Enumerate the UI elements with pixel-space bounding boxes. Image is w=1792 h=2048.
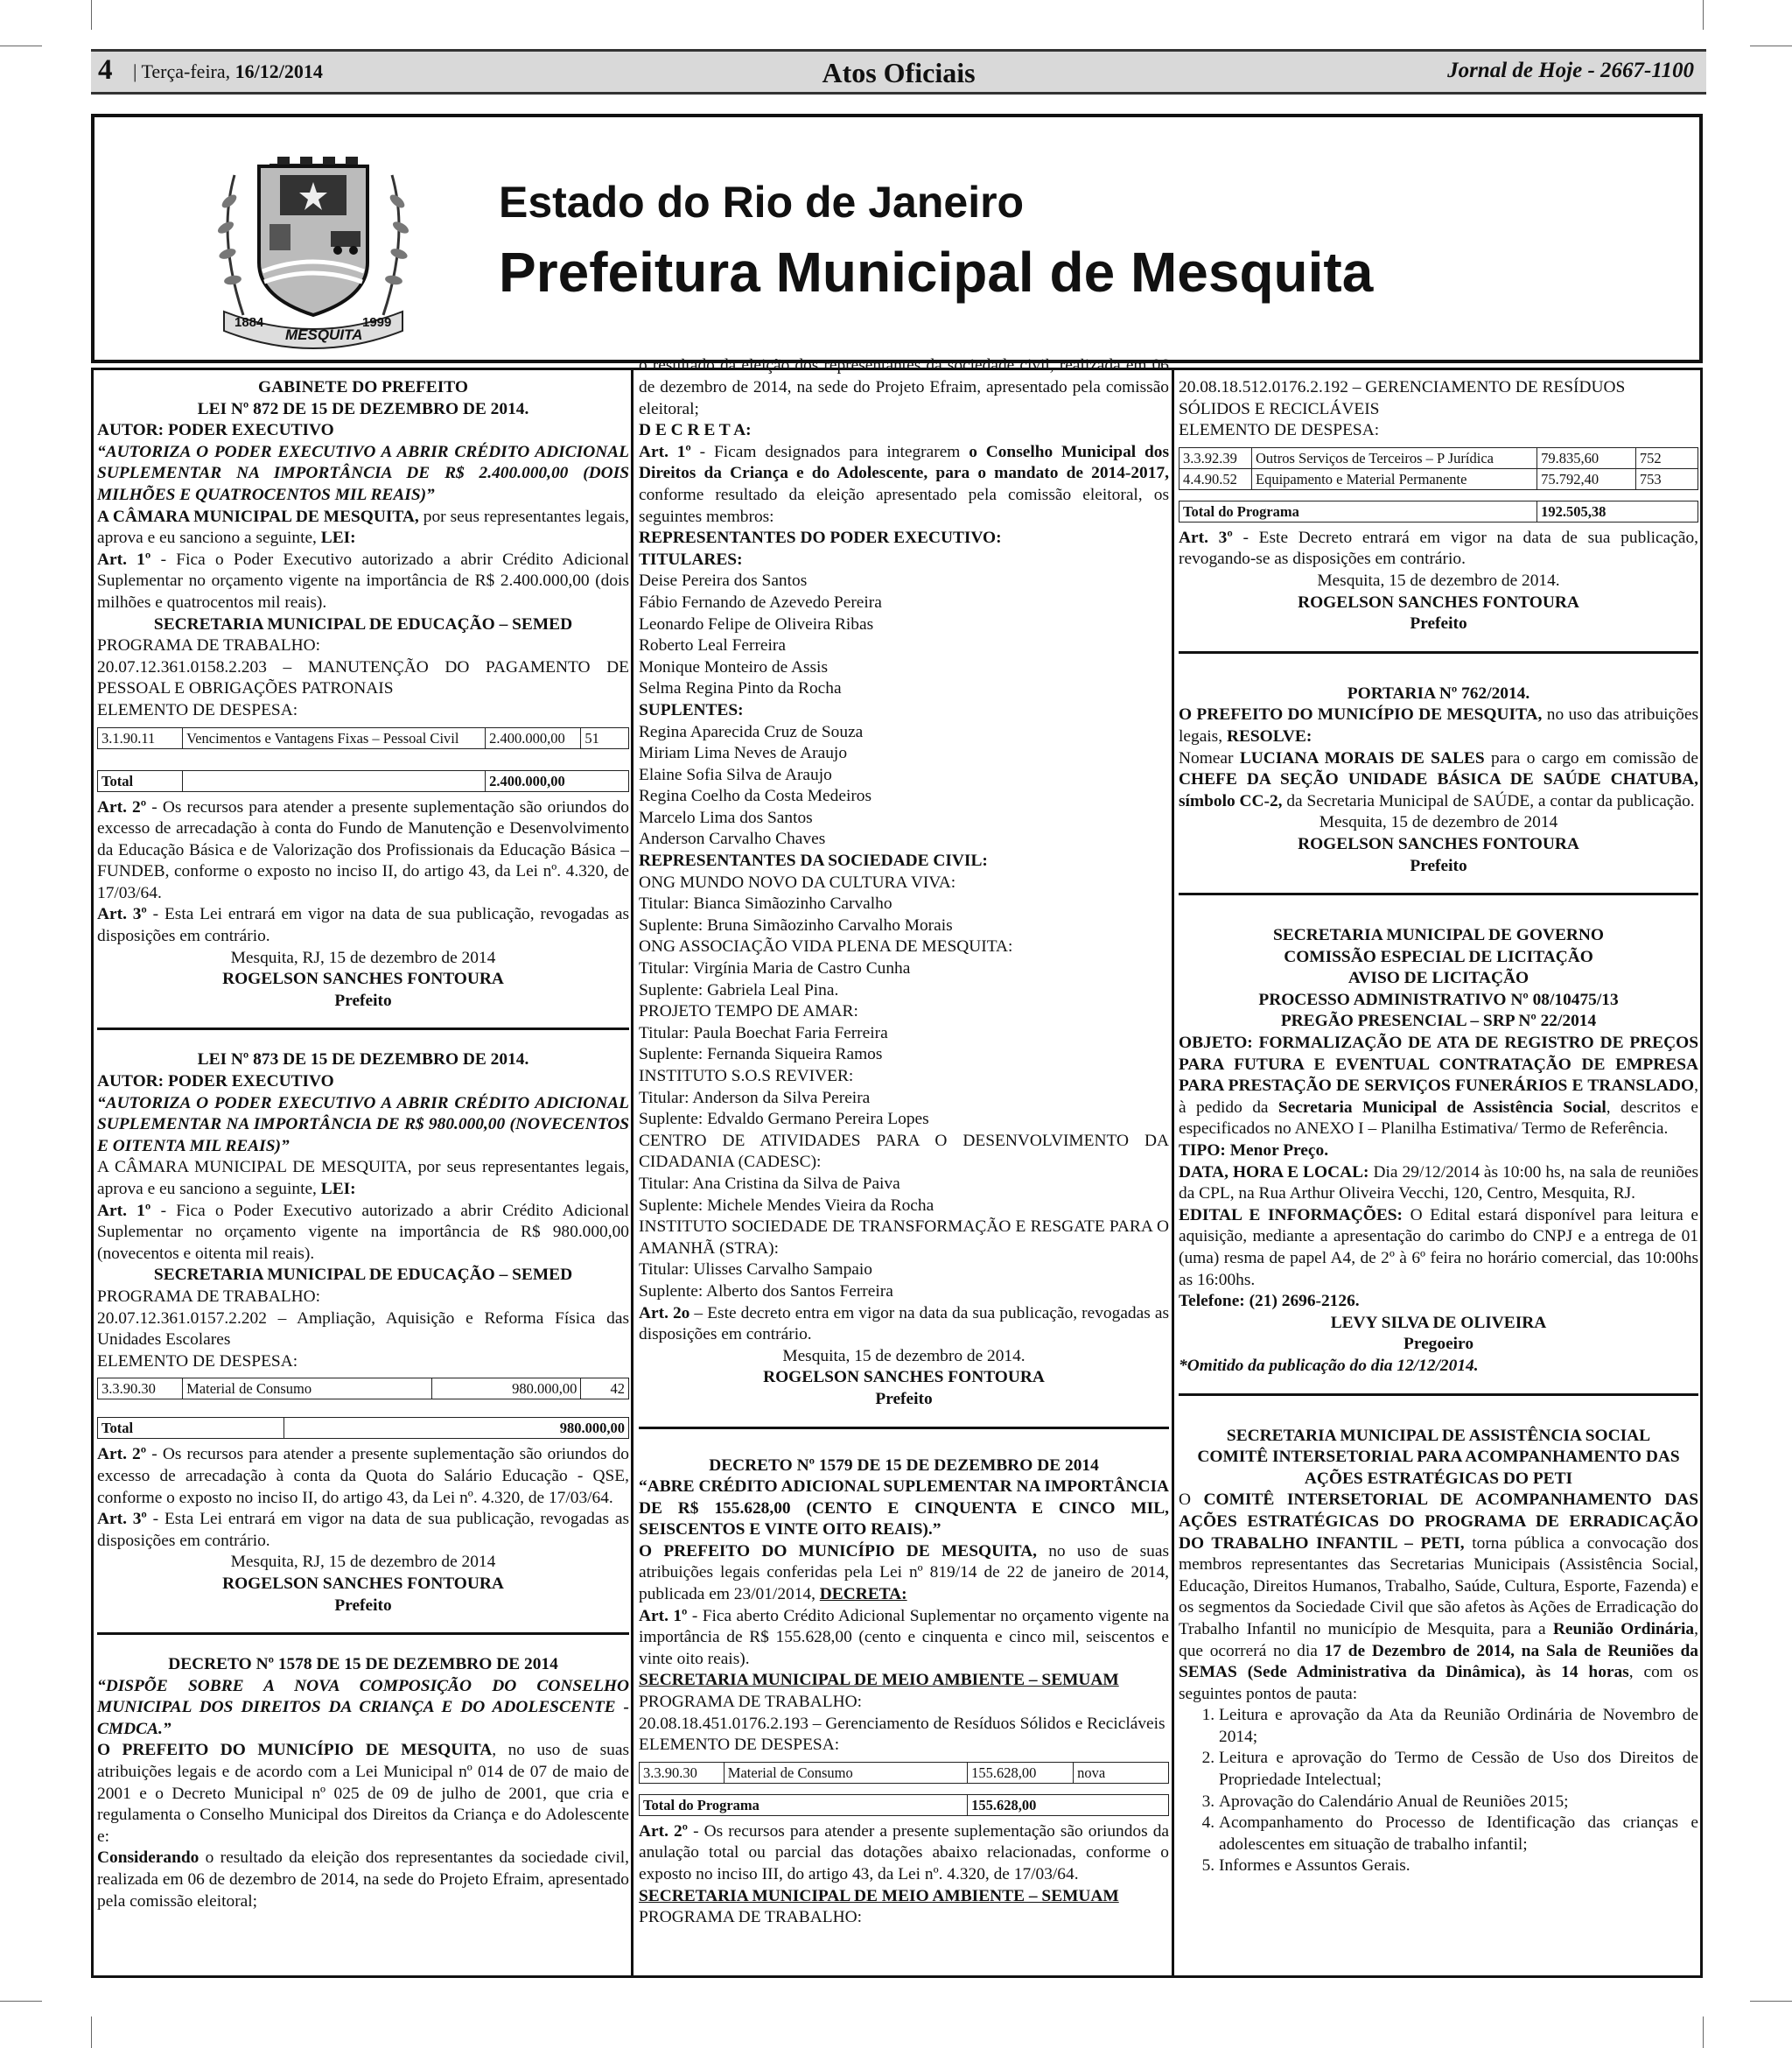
notice-data: DATA, HORA E LOCAL: Dia 29/12/2014 às 10:00 hs, na sala de reuniões da CPL, na Rua Arthur Oliveira Vecchi, 120, Centro, Mesquita, RJ. bbox=[1179, 1162, 1698, 1203]
section-title: Atos Oficiais bbox=[822, 57, 976, 88]
list-item: Titular: Bianca Simãozinho Carvalho bbox=[639, 894, 892, 914]
column-rule bbox=[1172, 370, 1174, 1975]
crop-mark bbox=[91, 0, 92, 30]
signer-name: ROGELSON SANCHES FONTOURA bbox=[222, 1574, 504, 1593]
notice-heading: COMITÊ INTERSETORIAL PARA ACOMPANHAMENTO DAS AÇÕES ESTRATÉGICAS DO PETI bbox=[1197, 1448, 1680, 1488]
elemento-label: ELEMENTO DE DESPESA: bbox=[97, 1351, 298, 1371]
act-considerando: Considerando o resultado da eleição dos representantes da sociedade civil, realizada em 06 de dezembro de 2014, na sede do Projeto Efraim, apresentado pela comissão eleitoral; bbox=[97, 1848, 629, 1911]
act-article: Art. 1º - Fica o Poder Executivo autorizado a abrir Crédito Adicional Suplementar no orçamento vigente na importância de R$ 2.400.000,00 (dois milhões e quatrocentos mil reais). bbox=[97, 550, 630, 612]
act-article: Art. 3º - Esta Lei entrará em vigor na data de sua publicação, revogadas as disposições em contrário. bbox=[97, 905, 629, 946]
notice-heading: COMISSÃO ESPECIAL DE LICITAÇÃO bbox=[1284, 947, 1593, 966]
list-item: Deise Pereira dos Santos bbox=[639, 572, 808, 591]
page-number: 4 bbox=[98, 54, 113, 86]
secretaria-heading: SECRETARIA MUNICIPAL DE EDUCAÇÃO – SEMED bbox=[153, 614, 573, 634]
signer-role: Prefeito bbox=[334, 991, 392, 1010]
list-item: Regina Coelho da Costa Medeiros bbox=[639, 787, 872, 806]
signer-name: LEVY SILVA DE OLIVEIRA bbox=[1330, 1313, 1547, 1332]
table-row: Total 980.000,00 bbox=[98, 1418, 629, 1439]
notice-heading: AVISO DE LICITAÇÃO bbox=[1348, 969, 1530, 988]
elemento-label: ELEMENTO DE DESPESA: bbox=[1179, 421, 1380, 440]
list-item: 3. Aprovação do Calendário Anual de Reuniões 2015; bbox=[1219, 1792, 1698, 1813]
total-table bbox=[97, 1417, 629, 1439]
notice-heading: PROCESSO ADMINISTRATIVO Nº 08/10475/13 bbox=[1258, 990, 1619, 1009]
members-subheading: SUPLENTES: bbox=[639, 700, 744, 719]
programa-label: PROGRAMA DE TRABALHO: bbox=[97, 636, 320, 656]
list-item: Titular: Anderson da Silva Pereira bbox=[639, 1088, 871, 1107]
list-item: INSTITUTO SOCIEDADE DE TRANSFORMAÇÃO E RESGATE PARA O AMANHÃ (STRA): bbox=[639, 1217, 1169, 1258]
budget-table bbox=[1179, 447, 1698, 490]
crop-mark bbox=[1703, 2016, 1704, 2048]
programa-label: PROGRAMA DE TRABALHO: bbox=[639, 1908, 862, 1927]
programa-text: 20.08.18.451.0176.2.193 – Gerenciamento de Resíduos Sólidos e Recicláveis bbox=[639, 1714, 1166, 1733]
budget-table bbox=[97, 1378, 629, 1399]
act-article: Art. 2º - Os recursos para atender a presente suplementação são oriundos do excesso de arrecadação à conta do Fundo de Manutenção e Desenvolvimento da Educação Básica e de Valorização dos Profissionais da Educação Básica – FUNDEB, conforme o exposto no inciso II, do artigo 43, da Lei nº. 4.320, de 17/03/64. bbox=[97, 797, 629, 902]
column-3 bbox=[1179, 377, 1698, 1967]
crop-mark bbox=[1750, 2001, 1792, 2002]
acts-columns bbox=[91, 356, 1703, 1978]
elemento-label: ELEMENTO DE DESPESA: bbox=[639, 1736, 840, 1755]
column-rule bbox=[631, 370, 634, 1975]
notice-edital: EDITAL E INFORMAÇÕES: O Edital estará disponível para leitura e aquisição, mediante a apresentação do carimbo do CNPJ e a entrega de 01 (uma) resma de papel A4, de 2º à 6º feira no horário comercial, das 10:00hs as 16:00hs. bbox=[1179, 1205, 1698, 1289]
signer-name: ROGELSON SANCHES FONTOURA bbox=[1298, 593, 1579, 612]
table-row: 3.3.92.39 Outros Serviços de Terceiros – P Jurídica 79.835,60 752 bbox=[1180, 447, 1698, 468]
act-article: Art. 3º - Este Decreto entrará em vigor na data de sua publicação, revogando-se as disposições em contrário. bbox=[1179, 528, 1699, 569]
members-heading: REPRESENTANTES DO PODER EXECUTIVO: bbox=[639, 529, 1002, 548]
agenda-list bbox=[1179, 1705, 1698, 1877]
secretaria-heading: SECRETARIA MUNICIPAL DE EDUCAÇÃO – SEMED bbox=[153, 1266, 573, 1285]
notice-telefone: Telefone: (21) 2696-2126. bbox=[1179, 1292, 1360, 1311]
signer-role: Prefeito bbox=[334, 1596, 392, 1615]
signer-name: ROGELSON SANCHES FONTOURA bbox=[222, 970, 504, 989]
act-title: LEI Nº 873 DE 15 DE DEZEMBRO DE 2014. bbox=[197, 1050, 529, 1070]
table-row: 3.1.90.11 Vencimentos e Vantagens Fixas – Pessoal Civil 2.400.000,00 51 bbox=[98, 727, 629, 748]
place-date: Mesquita, 15 de dezembro de 2014. bbox=[1317, 571, 1560, 590]
list-item: Marcelo Lima dos Santos bbox=[639, 808, 813, 827]
list-item: Leonardo Felipe de Oliveira Ribas bbox=[639, 614, 874, 634]
list-item: 1. Leitura e aprovação da Ata da Reunião Ordinária de Novembro de 2014; bbox=[1219, 1705, 1698, 1748]
act-title: DECRETO Nº 1578 DE 15 DE DEZEMBRO DE 2014 bbox=[168, 1655, 558, 1674]
act-body: Nomear LUCIANA MORAIS DE SALES para o cargo em comissão de CHEFE DA SEÇÃO UNIDADE BÁSICA DE SAÚDE CHATUBA, símbolo CC-2, da Secretaria Municipal de SAÚDE, a contar da publicação. bbox=[1179, 748, 1698, 810]
signer-role: Prefeito bbox=[1410, 614, 1467, 634]
place-date: Mesquita, 15 de dezembro de 2014 bbox=[1319, 813, 1558, 832]
considerando-continued: o resultado da eleição dos representantes da sociedade civil, realizada em 06 de dezembro de 2014, na sede do Projeto Efraim, apresentado pela comissão eleitoral; bbox=[639, 356, 1169, 418]
list-item: PROJETO TEMPO DE AMAR: bbox=[639, 1002, 858, 1021]
section-divider bbox=[97, 1028, 629, 1030]
signer-name: ROGELSON SANCHES FONTOURA bbox=[1298, 834, 1579, 853]
act-ementa: “AUTORIZA O PODER EXECUTIVO A ABRIR CRÉDITO ADICIONAL SUPLEMENTAR NA IMPORTÂNCIA DE R$ 980.000,00 (NOVECENTOS E OITENTA MIL REAIS)” bbox=[97, 1093, 629, 1155]
list-item: Elaine Sofia Silva de Araujo bbox=[639, 765, 832, 784]
place-date: Mesquita, RJ, 15 de dezembro de 2014 bbox=[230, 1553, 496, 1572]
act-title: LEI Nº 872 DE 15 DE DEZEMBRO DE 2014. bbox=[197, 399, 529, 418]
act-article: Art. 1º - Ficam designados para integrarem o Conselho Municipal dos Direitos da Criança e do Adolescente, para o mandato de 2014-2017, conforme resultado da eleição apresentado pela comissão eleitoral, os seguintes membros: bbox=[639, 442, 1170, 526]
list-item: INSTITUTO S.O.S REVIVER: bbox=[639, 1067, 854, 1085]
act-article: Art. 1º - Fica o Poder Executivo autorizado a abrir Crédito Adicional Suplementar no orçamento vigente na importância de R$ 980.000,00 (novecentos e oitenta mil reais). bbox=[97, 1201, 630, 1263]
list-item: Monique Monteiro de Assis bbox=[639, 657, 828, 677]
act-article: Art. 1º - Fica aberto Crédito Adicional Suplementar no orçamento vigente na importância de R$ 155.628,00 (cento e cinquenta e cinco mil, seiscentos e vinte oito reais). bbox=[639, 1606, 1170, 1668]
secretaria-heading: SECRETARIA MUNICIPAL DE MEIO AMBIENTE – SEMUAM bbox=[639, 1886, 1119, 1905]
act-title: PORTARIA Nº 762/2014. bbox=[1347, 684, 1530, 703]
list-item: Titular: Virgínia Maria de Castro Cunha bbox=[639, 959, 911, 978]
table-row: 3.3.90.30 Material de Consumo 155.628,00 nova bbox=[640, 1762, 1169, 1783]
members-subheading: TITULARES: bbox=[639, 550, 743, 569]
total-table bbox=[97, 770, 629, 792]
table-row: Total do Programa 155.628,00 bbox=[640, 1794, 1169, 1815]
table-row: Total do Programa 192.505,38 bbox=[1180, 501, 1698, 522]
crest-name: MESQUITA bbox=[285, 326, 363, 343]
list-item: ONG MUNDO NOVO DA CULTURA VIVA: bbox=[639, 873, 956, 892]
signer-name: ROGELSON SANCHES FONTOURA bbox=[763, 1368, 1045, 1387]
list-item: CENTRO DE ATIVIDADES PARA O DESENVOLVIMENTO DA CIDADANIA (CADESC): bbox=[639, 1131, 1169, 1172]
crop-mark bbox=[0, 2001, 42, 2002]
place-date: Mesquita, 15 de dezembro de 2014. bbox=[782, 1346, 1026, 1365]
civil-members-list bbox=[639, 873, 1169, 1303]
column-2 bbox=[639, 356, 1170, 1967]
titulares-list bbox=[639, 571, 1169, 700]
list-item: 4. Acompanhamento do Processo de Identificação das crianças e adolescentes em situação de trabalho infantil; bbox=[1219, 1813, 1698, 1855]
act-ementa: “ABRE CRÉDITO ADICIONAL SUPLEMENTAR NA IMPORTÂNCIA DE R$ 155.628,00 (CENTO E CINQUENTA E CINCO MIL, SEISCENTOS E VINTE OITO REAIS).” bbox=[639, 1477, 1169, 1540]
suplentes-list bbox=[639, 722, 1169, 852]
list-item: Suplente: Fernanda Siqueira Ramos bbox=[639, 1045, 883, 1064]
section-divider bbox=[1179, 651, 1698, 654]
act-author: AUTOR: PODER EXECUTIVO bbox=[97, 421, 334, 440]
place-date: Mesquita, RJ, 15 de dezembro de 2014 bbox=[230, 948, 496, 967]
list-item: 5. Informes e Assuntos Gerais. bbox=[1219, 1855, 1698, 1877]
page-header bbox=[91, 49, 1706, 95]
members-heading: REPRESENTANTES DA SOCIEDADE CIVIL: bbox=[639, 852, 988, 871]
elemento-label: ELEMENTO DE DESPESA: bbox=[97, 700, 298, 719]
notice-objeto: OBJETO: FORMALIZAÇÃO DE ATA DE REGISTRO DE PREÇOS PARA FUTURA E EVENTUAL CONTRATAÇÃO DE EMPRESA PARA PRESTAÇÃO DE SERVIÇOS FUNERÁRIOS E TRANSLADO, à pedido da Secretaria Municipal de Assistência Social, descritos e especificados no ANEXO I – Planilha Estimativa/ Termo de Referência. bbox=[1179, 1034, 1698, 1139]
list-item: Titular: Ana Cristina da Silva de Paiva bbox=[639, 1174, 900, 1193]
section-divider bbox=[1179, 1393, 1698, 1396]
programa-label: PROGRAMA DE TRABALHO: bbox=[97, 1287, 320, 1306]
crest-year-right: 1999 bbox=[362, 315, 392, 330]
programa-text: 20.07.12.361.0157.2.202 – Ampliação, Aquisição e Reforma Física das Unidades Escolares bbox=[97, 1308, 629, 1350]
list-item: Suplente: Edvaldo Germano Pereira Lopes bbox=[639, 1110, 929, 1129]
list-item: Regina Aparecida Cruz de Souza bbox=[639, 722, 864, 741]
decreta-label: D E C R E T A: bbox=[639, 421, 752, 440]
budget-table bbox=[97, 727, 629, 749]
act-ementa: “DISPÕE SOBRE A NOVA COMPOSIÇÃO DO CONSELHO MUNICIPAL DOS DIREITOS DA CRIANÇA E DO ADOLESCENTE - CMDCA.” bbox=[97, 1676, 629, 1738]
notice-heading: SECRETARIA MUNICIPAL DE ASSISTÊNCIA SOCIAL bbox=[1226, 1426, 1651, 1445]
programa-label: PROGRAMA DE TRABALHO: bbox=[639, 1693, 862, 1712]
notice-tipo: TIPO: Menor Preço. bbox=[1179, 1141, 1329, 1161]
crest-year-left: 1884 bbox=[234, 315, 264, 330]
list-item: Titular: Paula Boechat Faria Ferreira bbox=[639, 1023, 888, 1042]
programa-text: 20.07.12.361.0158.2.203 – MANUTENÇÃO DO PAGAMENTO DE PESSOAL E OBRIGAÇÕES PATRONAIS bbox=[97, 657, 629, 698]
table-row: 4.4.90.52 Equipamento e Material Permanente 75.792,40 753 bbox=[1180, 468, 1698, 489]
signer-role: Pregoeiro bbox=[1403, 1335, 1474, 1354]
notice-body: O COMITÊ INTERSETORIAL DE ACOMPANHAMENTO DAS AÇÕES ESTRATÉGICAS DO PROGRAMA DE ERRADICAÇÃO DO TRABALHO INFANTIL – PETI, torna pública a convocação dos membros representantes das Secretarias Municipais (Assistência Social, Educação, Direitos Humanos, Trabalho, Saúde, Cultura, Esporte, Fazenda) e os segmentos da Sociedade Civil que são afetos às Ações de Erradicação do Trabalho Infantil no município de Mesquita, para a Reunião Ordinária, que ocorrerá no dia 17 de Dezembro de 2014, na Sala de Reuniões da SEMAS (Sede Administrativa da Dinâmica), às 14 horas, com os seguintes pontos de pauta: bbox=[1179, 1490, 1698, 1703]
total-table bbox=[639, 1794, 1169, 1816]
list-item: Anderson Carvalho Chaves bbox=[639, 830, 826, 849]
crop-mark bbox=[91, 2016, 92, 2048]
signer-role: Prefeito bbox=[1410, 856, 1467, 875]
section-divider bbox=[1179, 893, 1698, 895]
secretaria-heading: SECRETARIA MUNICIPAL DE MEIO AMBIENTE – SEMUAM bbox=[639, 1671, 1119, 1690]
act-ementa: “AUTORIZA O PODER EXECUTIVO A ABRIR CRÉDITO ADICIONAL SUPLEMENTAR NA IMPORTÂNCIA DE R$ 2.400.000,00 (DOIS MILHÕES E QUATROCENTOS MIL REAIS)” bbox=[97, 442, 629, 504]
notice-heading: SECRETARIA MUNICIPAL DE GOVERNO bbox=[1273, 926, 1604, 945]
list-item: Suplente: Alberto dos Santos Ferreira bbox=[639, 1281, 893, 1301]
act-article: Art. 2º - Os recursos para atender a presente suplementação são oriundos do excesso de arrecadação à conta da Quota do Salário Educação - QSE, conforme o exposto no inciso II, do artigo 43, da Lei nº. 4.320, de 17/03/64. bbox=[97, 1445, 629, 1507]
state-title: Estado do Rio de Janeiro bbox=[499, 178, 1025, 227]
notice-heading: PREGÃO PRESENCIAL – SRP Nº 22/2014 bbox=[1280, 1012, 1597, 1031]
newspaper-name: Jornal de Hoje - 2667-1100 bbox=[1447, 59, 1694, 82]
act-title: DECRETO Nº 1579 DE 15 DE DEZEMBRO DE 2014 bbox=[709, 1455, 1099, 1475]
act-article: Art. 2o – Este decreto entra em vigor na data da sua publicação, revogadas as disposições em contrário. bbox=[639, 1303, 1169, 1344]
prefeitura-title: Prefeitura Municipal de Mesquita bbox=[499, 241, 1374, 304]
table-row: 3.3.90.30 Material de Consumo 980.000,00 42 bbox=[98, 1378, 629, 1399]
act-preamble: A CÂMARA MUNICIPAL DE MESQUITA, por seus representantes legais, aprova e eu sanciono a seguinte, LEI: bbox=[97, 507, 629, 548]
list-item: Suplente: Bruna Simãozinho Carvalho Morais bbox=[639, 915, 953, 935]
act-preamble: A CÂMARA MUNICIPAL DE MESQUITA, por seus representantes legais, aprova e eu sanciono a seguinte, LEI: bbox=[97, 1158, 629, 1198]
list-item: Fábio Fernando de Azevedo Pereira bbox=[639, 593, 882, 612]
column-1 bbox=[97, 377, 629, 1967]
list-item: Suplente: Gabriela Leal Pina. bbox=[639, 980, 839, 999]
act-preamble: O PREFEITO DO MUNICÍPIO DE MESQUITA, no uso de suas atribuições legais e de acordo com a Lei Municipal nº 014 de 07 de maio de 2001 e o Decreto Municipal nº 025 de 09 de julho de 2001, que cria e regulamenta o Conselho Municipal dos Direitos da Criança e do Adolescente e: bbox=[97, 1741, 629, 1846]
list-item: Suplente: Michele Mendes Vieira da Rocha bbox=[639, 1196, 934, 1215]
list-item: Titular: Ulisses Carvalho Sampaio bbox=[639, 1260, 872, 1280]
list-item: ONG ASSOCIAÇÃO VIDA PLENA DE MESQUITA: bbox=[639, 937, 1013, 957]
act-author: AUTOR: PODER EXECUTIVO bbox=[97, 1072, 334, 1091]
notice-note: *Omitido da publicação do dia 12/12/2014. bbox=[1179, 1356, 1479, 1375]
act-preamble: O PREFEITO DO MUNICÍPIO DE MESQUITA, no uso das atribuições legais, RESOLVE: bbox=[1179, 705, 1698, 746]
act-article: Art. 2º - Os recursos para atender a presente suplementação são oriundos da anulação total ou parcial das dotações abaixo relacionadas, conforme o exposto no inciso III, do artigo 43, da Lei nº. 4.320, de 17/03/64. bbox=[639, 1821, 1169, 1883]
department-heading: GABINETE DO PREFEITO bbox=[258, 378, 468, 396]
list-item: Selma Regina Pinto da Rocha bbox=[639, 679, 842, 698]
list-item: 2. Leitura e aprovação do Termo de Cessão de Uso dos Direitos de Propriedade Intelectual; bbox=[1219, 1748, 1698, 1791]
table-row: Total 2.400.000,00 bbox=[98, 770, 629, 791]
act-preamble: O PREFEITO DO MUNICÍPIO DE MESQUITA, no uso de suas atribuições legais conferidas pela Lei nº 819/14 de 22 de janeiro de 2014, publicada em 23/01/2014, DECRETA: bbox=[639, 1541, 1169, 1604]
crop-mark bbox=[1703, 0, 1704, 30]
mesquita-coat-of-arms bbox=[208, 140, 418, 350]
section-divider bbox=[639, 1427, 1169, 1429]
list-item: Miriam Lima Neves de Araujo bbox=[639, 744, 848, 763]
total-table bbox=[1179, 501, 1698, 523]
list-item: Roberto Leal Ferreira bbox=[639, 636, 786, 656]
header-date: | Terça-feira, 16/12/2014 bbox=[133, 60, 323, 82]
programa-text: 20.08.18.512.0176.2.192 – GERENCIAMENTO DE RESÍDUOS SÓLIDOS E RECICLÁVEIS bbox=[1179, 378, 1626, 418]
budget-table bbox=[639, 1762, 1169, 1784]
act-article: Art. 3º - Esta Lei entrará em vigor na data de sua publicação, revogadas as disposições em contrário. bbox=[97, 1510, 629, 1550]
signer-role: Prefeito bbox=[875, 1389, 933, 1408]
prefeitura-banner bbox=[91, 114, 1703, 363]
section-divider bbox=[97, 1632, 629, 1635]
